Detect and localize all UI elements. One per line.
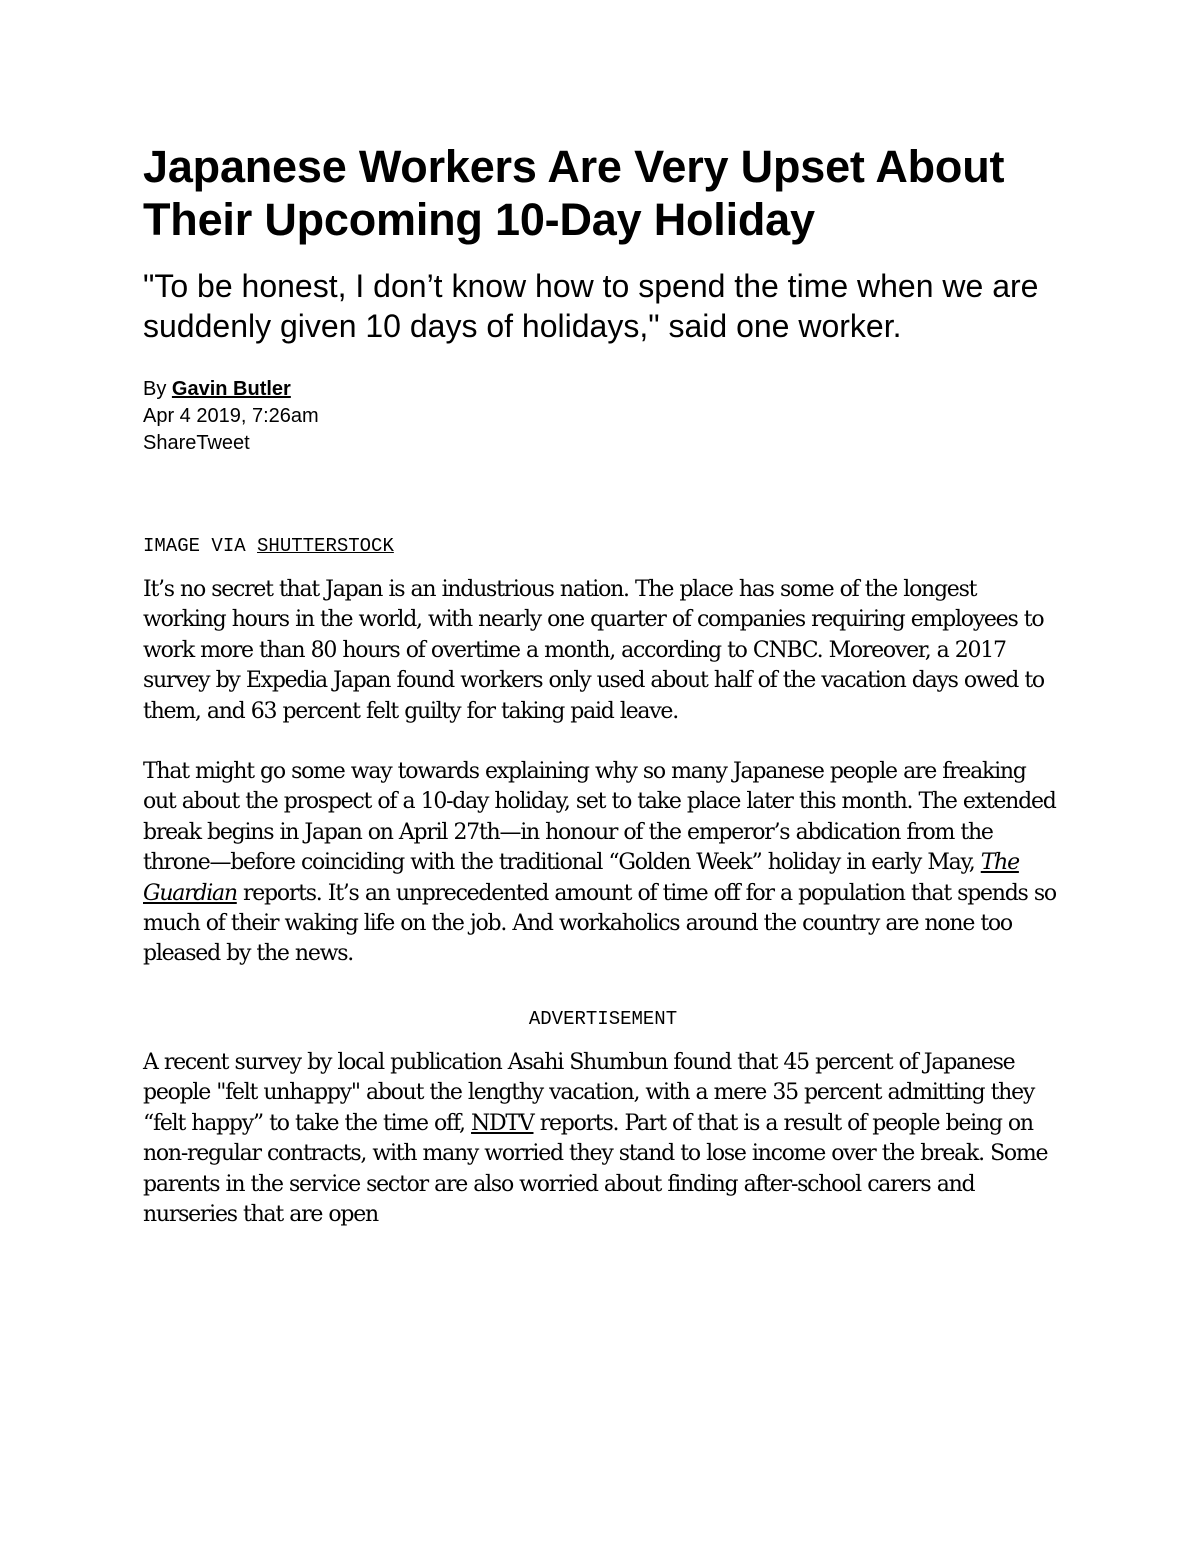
article-meta bbox=[143, 376, 1063, 457]
body-paragraph-1: It’s no secret that Japan is an industrious nation. The place has some of the longest working hours in the world, with nearly one quarter of companies requiring employees to work more than 80 hours of overtime a month, according to CNBC. Moreover, a 2017 survey by Expedia Japan found workers only used about half of the vacation days owed to them, and 63 percent felt guilty for taking paid leave. bbox=[143, 577, 1044, 724]
image-credit bbox=[143, 533, 1063, 559]
image-credit-link[interactable]: SHUTTERSTOCK bbox=[257, 535, 394, 557]
headline-line-2: Their Upcoming 10-Day Holiday bbox=[143, 194, 815, 245]
body-paragraph-3 bbox=[143, 1048, 1063, 1230]
author-link[interactable]: Gavin Butler bbox=[171, 378, 291, 400]
article-headline bbox=[143, 140, 1063, 246]
paragraph-2-text-start: That might go some way towards explaining why so many Japanese people are freaking out about the prospect of a 10-day holiday, set to take place later this month. The extended break begins in Japan on April 27th—in honour of the emperor’s abdication from the throne—before coinciding with the traditional “Golden Week” holiday in early May, bbox=[143, 759, 1056, 876]
body-paragraph-2 bbox=[143, 757, 1063, 970]
share-link[interactable]: Share bbox=[143, 432, 197, 454]
advertisement-label: ADVERTISEMENT bbox=[528, 1007, 678, 1030]
image-credit-prefix: IMAGE VIA bbox=[143, 535, 258, 557]
article bbox=[143, 140, 1063, 1230]
guardian-link[interactable]: The Guardian bbox=[143, 850, 1019, 906]
paragraph-3-text-end: reports. Part of that is a result of people being on non-regular contracts, with many worried they stand to lose income over the break. Some parents in the service sector are also worried about finding after-school carers and nurseries that are open bbox=[143, 1110, 1048, 1227]
paragraph-3-text-start: A recent survey by local publication Asahi Shumbun found that 45 percent of Japanese people "felt unhappy" about the lengthy vacation, with a mere 35 percent admitting they “felt happy” to take the time off, bbox=[143, 1049, 1035, 1136]
ndtv-link[interactable]: NDTV bbox=[471, 1110, 534, 1136]
article-dek: "To be honest, I don’t know how to spend the time when we are suddenly given 10 days of holidays," said one worker. bbox=[143, 268, 1039, 344]
paragraph-2-text-end: reports. It’s an unprecedented amount of time off for a population that spends so much of their waking life on the job. And workaholics around the country are none too pleased by the news. bbox=[143, 880, 1056, 967]
tweet-link[interactable]: Tweet bbox=[196, 432, 250, 454]
share-links bbox=[143, 430, 1063, 457]
publish-date: Apr 4 2019, 7:26am bbox=[143, 405, 319, 427]
headline-line-1: Japanese Workers Are Very Upset About bbox=[143, 141, 1005, 192]
byline-prefix: By bbox=[143, 378, 172, 400]
byline bbox=[143, 376, 1063, 403]
